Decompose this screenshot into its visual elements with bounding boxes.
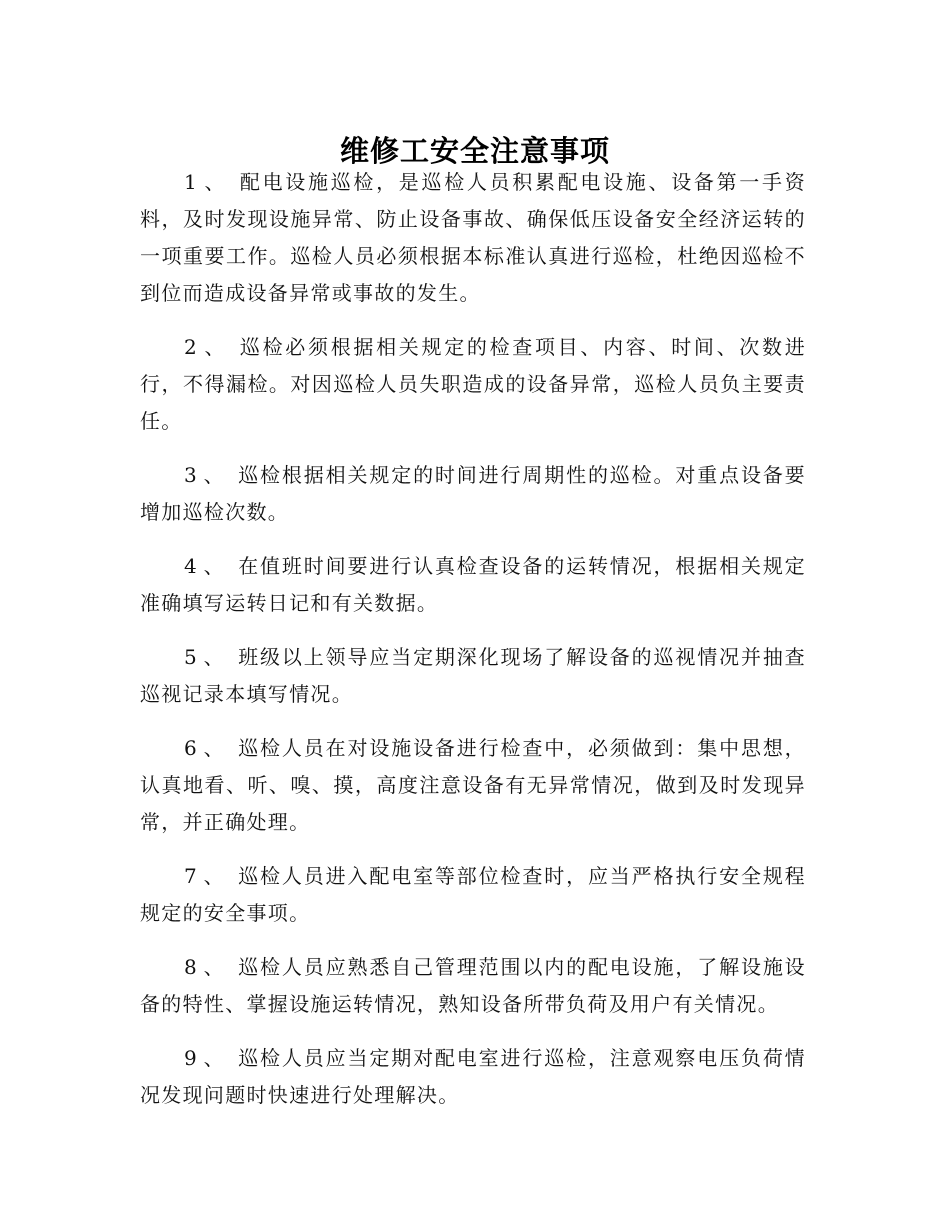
item-number: 2 、 <box>184 335 226 359</box>
item-number: 1 、 <box>184 170 226 194</box>
list-item <box>140 548 806 622</box>
item-text: 巡检根据相关规定的时间进行周期性的巡检。对重点设备要增加巡检次数。 <box>140 463 806 524</box>
item-text: 班级以上领导应当定期深化现场了解设备的巡视情况并抽查巡视记录本填写情况。 <box>140 645 806 706</box>
item-number: 8 、 <box>184 955 225 979</box>
item-number: 5 、 <box>184 645 225 669</box>
document-title: 维修工安全注意事项 <box>339 134 610 169</box>
list-item <box>140 1040 806 1114</box>
item-number: 9 、 <box>184 1046 225 1070</box>
item-text: 在值班时间要进行认真检查设备的运转情况，根据相关规定准确填写运转日记和有关数据。 <box>140 554 806 615</box>
item-text: 巡检人员应熟悉自己管理范围以内的配电设施，了解设施设备的特性、掌握设施运转情况，熟知设备所带负荷及用户有关情况。 <box>140 955 806 1016</box>
list-item <box>140 329 806 440</box>
item-number: 3 、 <box>184 463 225 487</box>
list-item <box>140 949 806 1023</box>
list-item <box>140 730 806 841</box>
item-number: 6 、 <box>184 736 225 760</box>
list-item <box>140 457 806 531</box>
item-text: 巡检必须根据相关规定的检查项目、内容、时间、次数进行，不得漏检。对因巡检人员失职造成的设备异常，巡检人员负主要责任。 <box>140 335 806 433</box>
item-number: 7 、 <box>184 864 225 888</box>
document-body <box>140 164 806 1114</box>
list-item <box>140 164 806 312</box>
item-text: 巡检人员在对设施设备进行检查中，必须做到：集中思想，认真地看、听、嗅、摸，高度注意设备有无异常情况，做到及时发现异常，并正确处理。 <box>140 736 806 834</box>
list-item <box>140 858 806 932</box>
item-number: 4 、 <box>184 554 225 578</box>
item-text: 配电设施巡检，是巡检人员积累配电设施、设备第一手资料，及时发现设施异常、防止设备事故、确保低压设备安全经济运转的一项重要工作。巡检人员必须根据本标准认真进行巡检，杜绝因巡检不到位而造成设备异常或事故的发生。 <box>140 170 806 305</box>
item-text: 巡检人员进入配电室等部位检查时，应当严格执行安全规程规定的安全事项。 <box>140 864 806 925</box>
list-item <box>140 639 806 713</box>
item-text: 巡检人员应当定期对配电室进行巡检，注意观察电压负荷情况发现问题时快速进行处理解决。 <box>140 1046 806 1107</box>
